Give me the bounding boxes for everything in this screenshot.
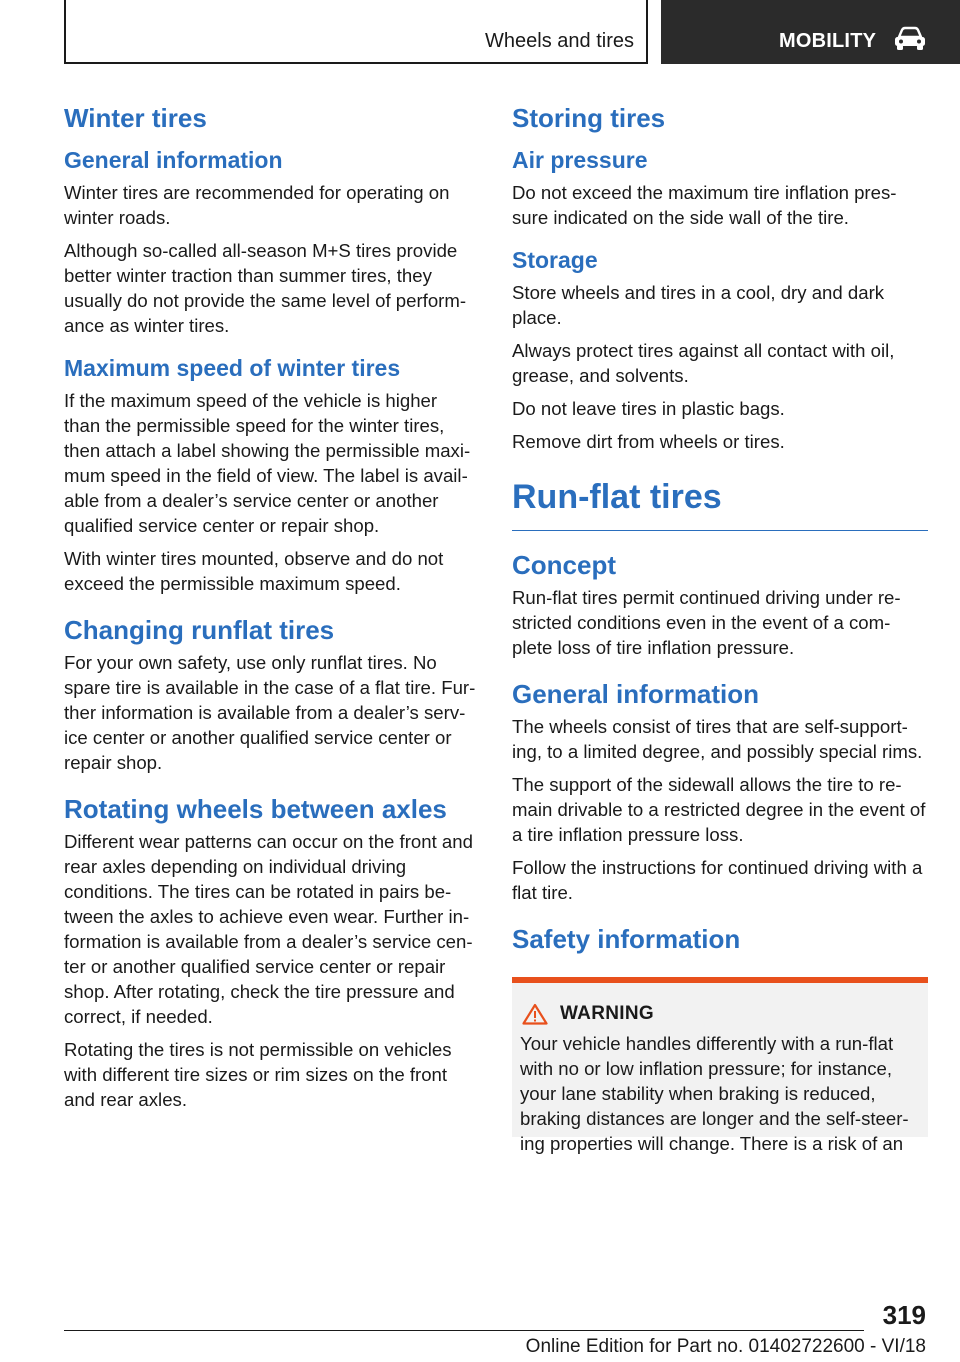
header-section-title: Wheels and tires	[485, 30, 634, 52]
heading-general-information: General information	[64, 147, 283, 173]
heading-changing-runflat: Changing runflat tires	[64, 615, 335, 645]
heading-storage: Storage	[512, 247, 598, 273]
paragraph: Rotating the tires is not permissible on vehicles with different tire sizes or rim sizes on the front and rear axles.	[64, 1039, 452, 1110]
car-icon	[893, 27, 927, 51]
footer-divider	[64, 1330, 864, 1331]
paragraph: Do not leave tires in plastic bags.	[512, 398, 785, 419]
warning-triangle-icon	[522, 1003, 548, 1025]
paragraph: Always protect tires against all contact with oil, grease, and solvents.	[512, 340, 895, 386]
paragraph: Follow the instructions for continued driving with a flat tire.	[512, 857, 923, 903]
heading-general-information-2: General information	[512, 679, 760, 709]
heading-safety-information: Safety information	[512, 924, 741, 954]
right-column	[512, 100, 928, 1154]
warning-label: WARNING	[560, 1003, 654, 1024]
heading-concept: Concept	[512, 550, 616, 580]
footer-edition: Online Edition for Part no. 01402722600 - VI/18	[525, 1336, 926, 1357]
page-number: 319	[882, 1300, 926, 1330]
paragraph: With winter tires mounted, observe and do not exceed the permissible maximum speed.	[64, 548, 444, 594]
paragraph: Run-flat tires permit continued driving under re-stricted conditions even in the event of a com-plete loss of tire inflation pressure.	[512, 587, 901, 658]
paragraph: The wheels consist of tires that are self-support-ing, to a limited degree, and possibly special rims.	[512, 716, 923, 762]
paragraph: Different wear patterns can occur on the front and rear axles depending on individual driving conditions. The tires can be rotated in pairs be-tween the axles to achieve even wear. Further in-formation is available from a dealer’s service cen-ter or another qualified service center or repair shop. After rotating, check the tire pressure and correct, if needed.	[64, 831, 473, 1027]
paragraph: Store wheels and tires in a cool, dry and dark place.	[512, 282, 885, 328]
paragraph: If the maximum speed of the vehicle is higher than the permissible speed for the winter tires, then attach a label showing the permissible maxi-mum speed in the field of view. The label is avail-able from a dealer’s service center or another qualified service center or repair shop.	[64, 390, 471, 536]
heading-run-flat-tires: Run-flat tires	[512, 474, 928, 531]
warning-box	[512, 977, 928, 1154]
heading-winter-tires: Winter tires	[64, 103, 207, 133]
warning-text: Your vehicle handles differently with a run-flat with no or low inflation pressure; for instance, your lane stability when braking is reduced, braking distances are longer and the self-steer-ing properties will change. There is a risk of an	[520, 1033, 909, 1154]
header-chapter-title: MOBILITY	[779, 30, 877, 52]
paragraph: The support of the sidewall allows the tire to re-main drivable to a restricted degree in the event of a tire inflation pressure loss.	[512, 774, 926, 845]
heading-rotating-wheels: Rotating wheels between axles	[64, 794, 447, 824]
heading-air-pressure: Air pressure	[512, 147, 648, 173]
header-section-box	[64, 0, 648, 64]
left-column	[64, 100, 476, 1120]
warning-header	[520, 1003, 920, 1025]
paragraph: Although so-called all-season M+S tires provide better winter traction than summer tires, they usually do not provide the same level of perform-ance as winter tires.	[64, 240, 467, 336]
paragraph: For your own safety, use only runflat tires. No spare tire is available in the case of a flat tire. Fur-ther information is available from a dealer’s serv-ice center or another qualified service center or repair shop.	[64, 652, 476, 773]
paragraph: Remove dirt from wheels or tires.	[512, 431, 785, 452]
paragraph: Winter tires are recommended for operating on winter roads.	[64, 182, 450, 228]
paragraph: Do not exceed the maximum tire inflation pres-sure indicated on the side wall of the tire.	[512, 182, 897, 228]
heading-maximum-speed: Maximum speed of winter tires	[64, 355, 401, 381]
header-chapter-box	[661, 0, 960, 64]
heading-storing-tires: Storing tires	[512, 103, 666, 133]
